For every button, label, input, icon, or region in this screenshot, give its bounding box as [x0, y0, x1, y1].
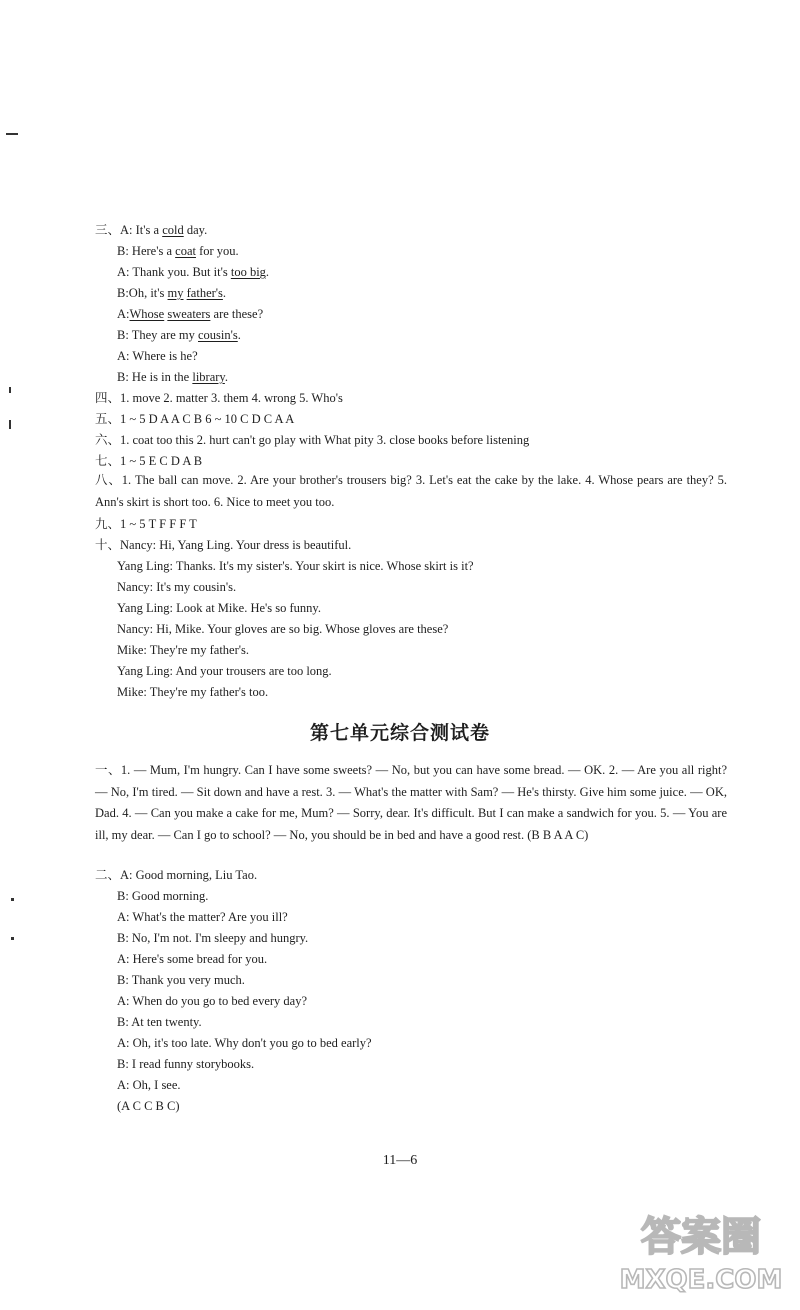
u7-section2-line: A: Oh, it's too late. Why don't you go to bed early?: [117, 1036, 372, 1050]
section7-answers: 七、1 ~ 5 E C D A B: [95, 454, 203, 468]
unit-title: 第七单元综合测试卷: [309, 722, 490, 744]
scan-mark: [11, 898, 14, 901]
section3-line-4: B:Oh, it's my father's.: [117, 286, 227, 300]
u7-section2-line: A: When do you go to bed every day?: [117, 994, 307, 1008]
u7-section2-line: B: At ten twenty.: [117, 1015, 202, 1029]
section3-line-2: B: Here's a coat for you.: [117, 244, 239, 258]
section10-line: Nancy: It's my cousin's.: [117, 580, 237, 594]
section8-answers: 八、1. The ball can move. 2. Are your brother's trousers big? 3. Let's eat the cake by the lake. 4. Whose pears are they? 5. Ann's skirt is short too. 6. Nice to meet you too.: [95, 473, 727, 509]
scan-mark: [9, 420, 11, 429]
section10-line: 十、Nancy: Hi, Yang Ling. Your dress is beautiful.: [95, 538, 352, 552]
section10-line: Mike: They're my father's.: [117, 643, 250, 657]
u7-section2-line: B: Good morning.: [117, 889, 209, 903]
section10-line: Nancy: Hi, Mike. Your gloves are so big. Whose gloves are these?: [117, 622, 449, 636]
section10-line: Yang Ling: Thanks. It's my sister's. Your skirt is nice. Whose skirt is it?: [117, 559, 474, 573]
u7-section2-line: B: No, I'm not. I'm sleepy and hungry.: [117, 931, 309, 945]
section3-line-1: 三、A: It's a cold day.: [95, 223, 208, 237]
u7-section2-line: B: Thank you very much.: [117, 973, 245, 987]
section10-line: Mike: They're my father's too.: [117, 685, 269, 699]
u7-section2-line: A: What's the matter? Are you ill?: [117, 910, 288, 924]
section3-line-3: A: Thank you. But it's too big.: [117, 265, 270, 279]
scan-mark: [9, 387, 11, 393]
u7-section2-line: B: I read funny storybooks.: [117, 1057, 255, 1071]
section4-answers: 四、1. move 2. matter 3. them 4. wrong 5. Who's: [95, 391, 343, 405]
section6-answers: 六、1. coat too this 2. hurt can't go play with What pity 3. close books before listening: [95, 433, 530, 447]
section10-line: Yang Ling: Look at Mike. He's so funny.: [117, 601, 321, 615]
u7-section2-line: (A C C B C): [117, 1099, 180, 1113]
section5-answers: 五、1 ~ 5 D A A C B 6 ~ 10 C D C A A: [95, 412, 295, 426]
section10-line: Yang Ling: And your trousers are too long.: [117, 664, 332, 678]
scan-mark: [6, 133, 18, 135]
u7-section2-line: A: Oh, I see.: [117, 1078, 181, 1092]
u7-section1-answers: 一、1. — Mum, I'm hungry. Can I have some sweets? — No, but you can have some bread. — OK. 2. — Are you all right? — No, I'm tired. — Sit down and have a rest. 3. — What's the matter with Sam? — He's thirsty. Give him some juice. — OK, Dad. 4. — Can you make a cake for me, Mum? — Sorry, dear. It's difficult. But I can make a sandwich for you. 5. — You are ill, my dear. — Can I go to school? — No, you should be in bed and have a good rest. (B B A A C): [95, 763, 727, 842]
section3-line-8: B: He is in the library.: [117, 370, 228, 384]
u7-section2-line: A: Here's some bread for you.: [117, 952, 268, 966]
scan-mark: [11, 937, 14, 940]
page-number: 11—6: [382, 1153, 418, 1168]
section3-line-5: A:Whose sweaters are these?: [117, 307, 264, 321]
section9-answers: 九、1 ~ 5 T F F F T: [95, 517, 197, 531]
svg-text:答案圈: 答案圈: [641, 1214, 761, 1260]
section3-line-6: B: They are my cousin's.: [117, 328, 241, 342]
svg-text:MXQE.COM: MXQE.COM: [619, 1265, 783, 1295]
watermark-logo: [616, 1204, 786, 1296]
section3-line-7: A: Where is he?: [117, 349, 198, 363]
u7-section2-line: 二、A: Good morning, Liu Tao.: [95, 868, 258, 882]
